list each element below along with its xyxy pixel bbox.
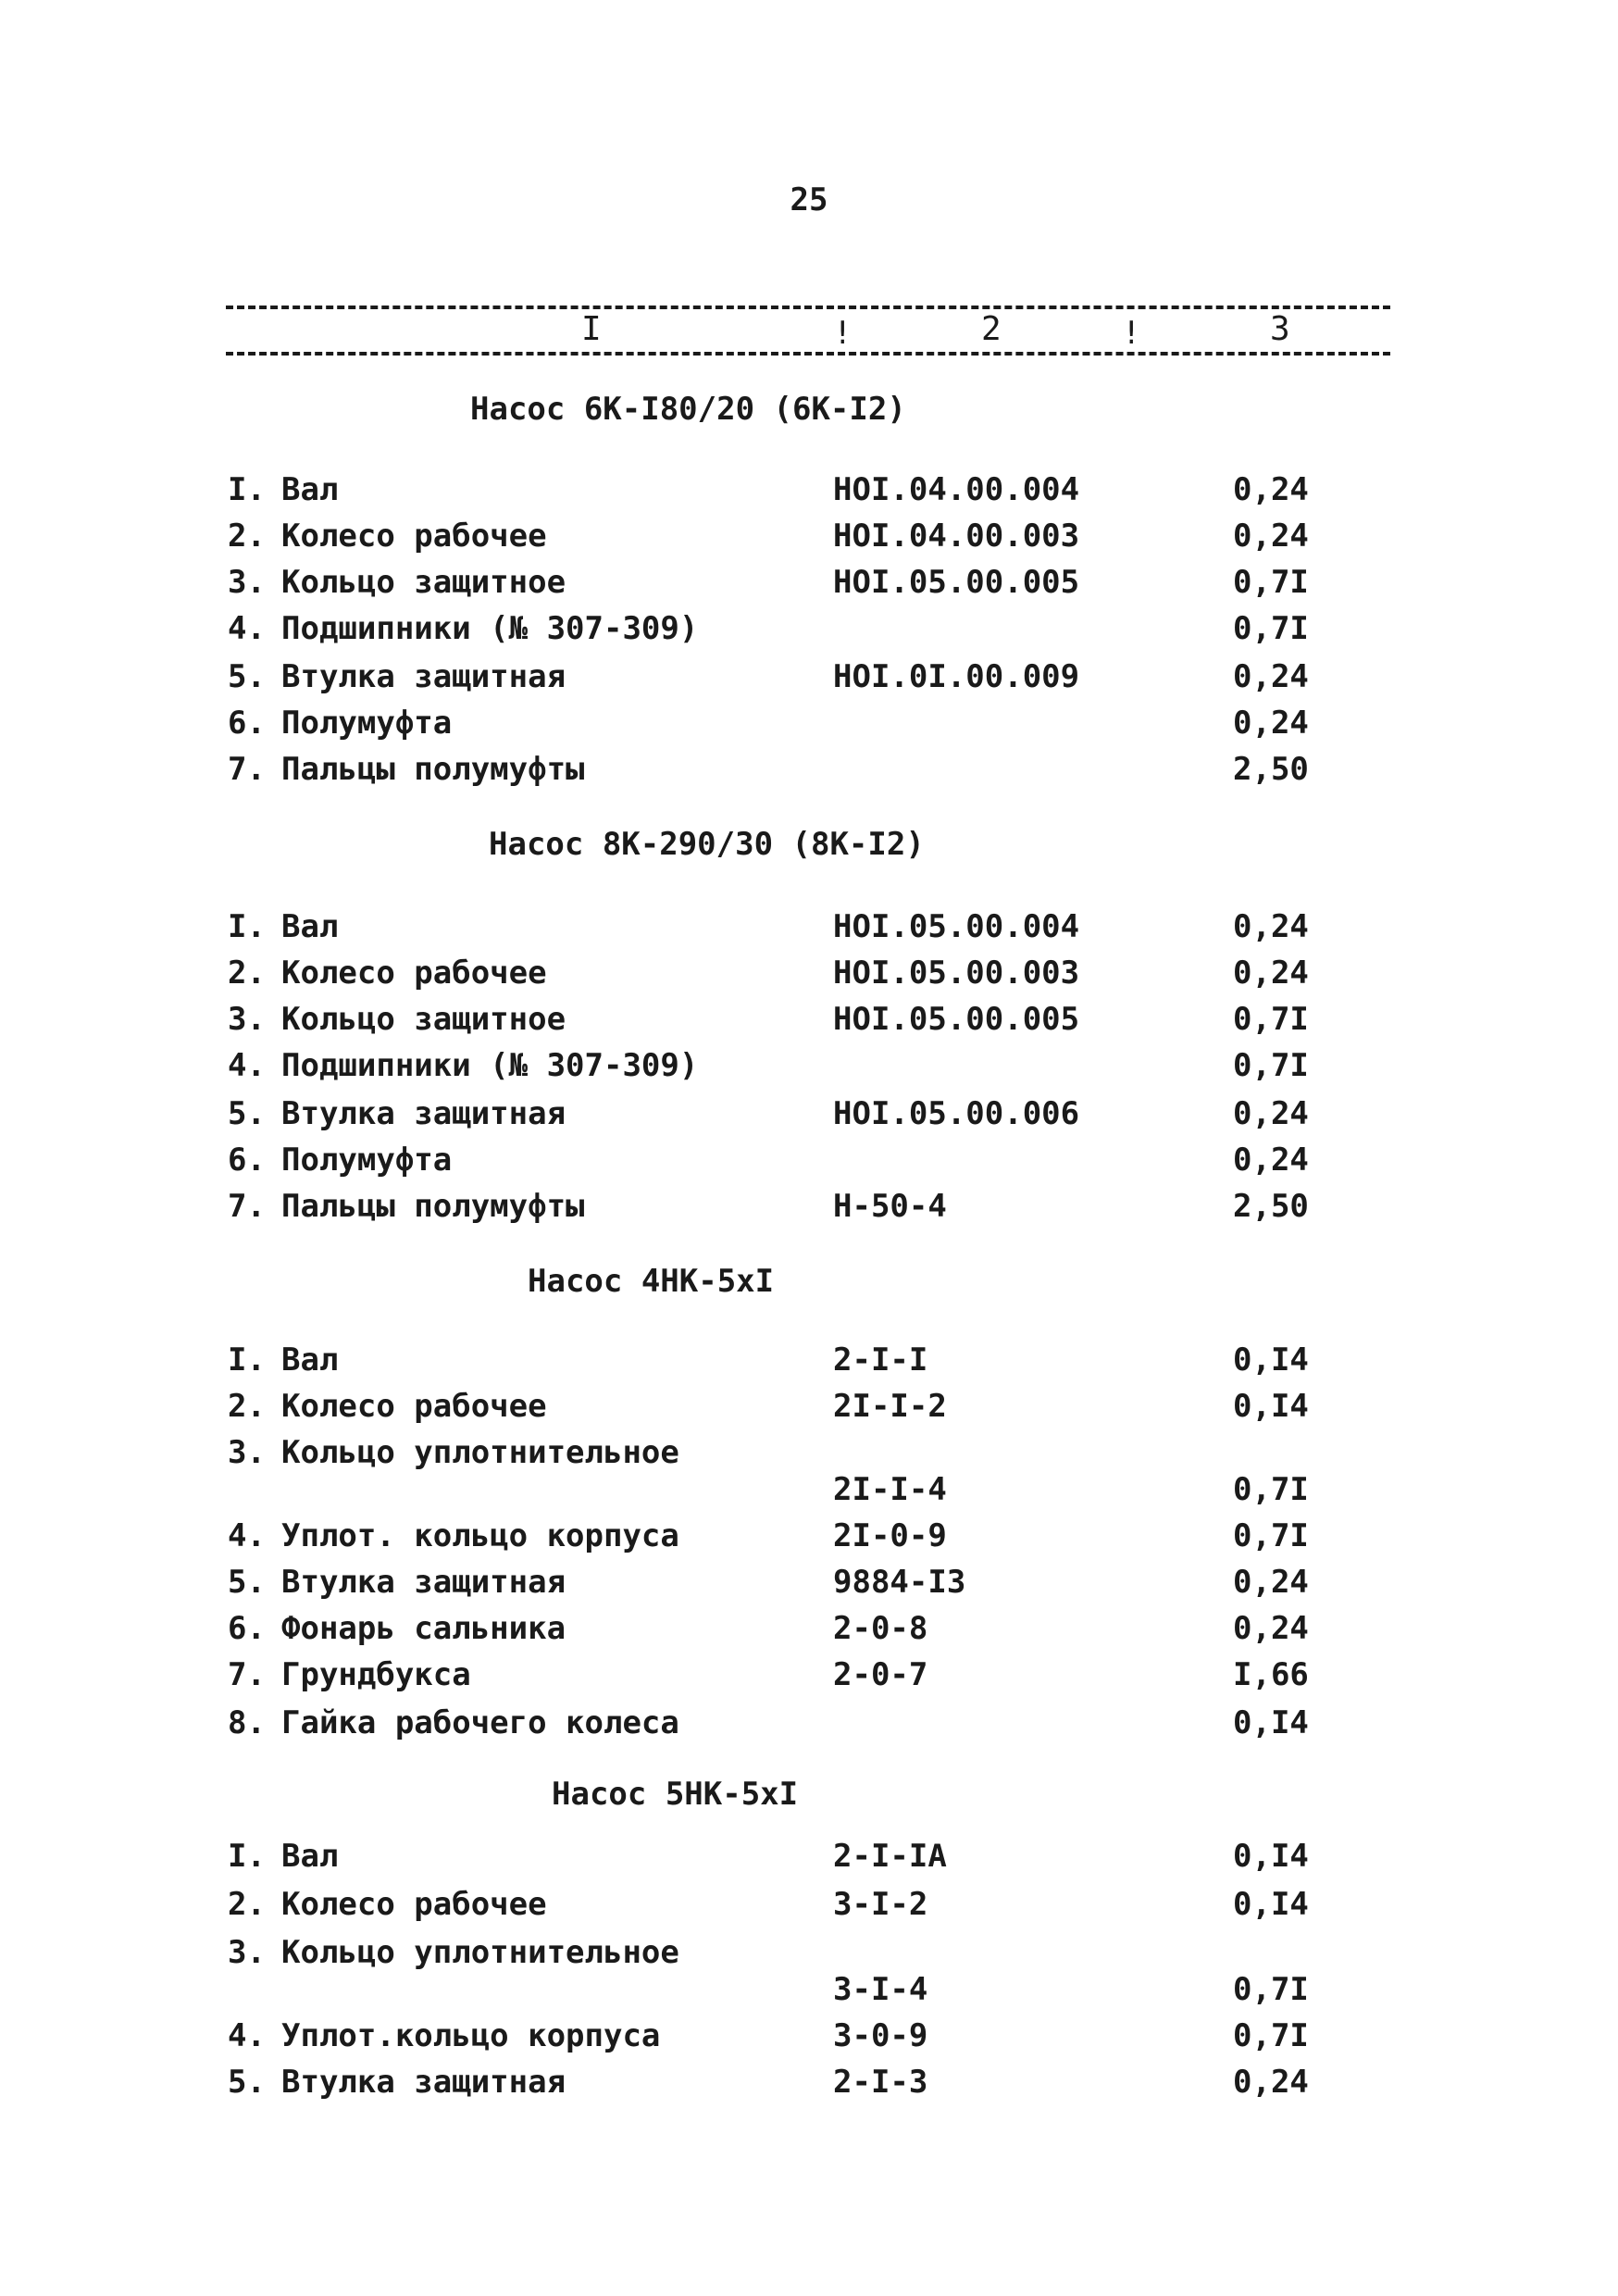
table-row — [0, 2013, 1618, 2059]
item-value: 0,I4 — [1233, 1838, 1309, 1875]
table-row — [0, 746, 1618, 792]
item-code: 3-I-2 — [833, 1886, 928, 1923]
item-code: 3-I-4 — [833, 1971, 928, 2008]
item-name: Вал — [281, 471, 339, 508]
table-header-separator-2: ! — [1122, 315, 1141, 352]
item-number: I. — [228, 908, 266, 945]
item-number: 7. — [228, 1188, 266, 1225]
item-name: Втулка защитная — [281, 658, 566, 695]
item-name: Кольцо защитное — [281, 564, 566, 601]
item-value: 0,7I — [1233, 1971, 1309, 2008]
item-code: НОI.04.00.003 — [833, 518, 1080, 555]
table-header-col1: I — [581, 310, 602, 348]
item-name: Втулка защитная — [281, 1564, 566, 1601]
table-row — [0, 513, 1618, 559]
section-title: Насос 8К-290/30 (8К-I2) — [489, 826, 925, 863]
item-number: 3. — [228, 1434, 266, 1471]
item-name: Подшипники (№ 307-309) — [281, 610, 699, 647]
section-title: Насос 6К-I80/20 (6К-I2) — [470, 391, 906, 428]
item-value: 0,7I — [1233, 564, 1309, 601]
table-header-rule-bottom — [226, 352, 1390, 356]
item-code: НОI.05.00.004 — [833, 908, 1080, 945]
item-value: 0,24 — [1233, 1564, 1309, 1601]
item-number: 7. — [228, 1656, 266, 1693]
item-number: 6. — [228, 705, 266, 742]
item-value: I,66 — [1233, 1656, 1309, 1693]
item-value: 2,50 — [1233, 751, 1309, 788]
table-row — [0, 1091, 1618, 1137]
item-name: Втулка защитная — [281, 2064, 566, 2101]
item-code: 2I-I-4 — [833, 1471, 947, 1508]
item-name: Фонарь сальника — [281, 1610, 566, 1647]
item-value: 0,I4 — [1233, 1704, 1309, 1741]
item-number: 8. — [228, 1704, 266, 1741]
item-value: 0,I4 — [1233, 1886, 1309, 1923]
table-row — [0, 950, 1618, 996]
item-number: 3. — [228, 564, 266, 601]
item-number: 5. — [228, 2064, 266, 2101]
item-value: 0,7I — [1233, 1001, 1309, 1038]
item-name: Втулка защитная — [281, 1095, 566, 1132]
item-name: Колесо рабочее — [281, 955, 547, 992]
section-title: Насос 4НК-5хI — [528, 1263, 775, 1300]
table-row — [0, 1966, 1618, 2013]
item-value: 0,7I — [1233, 1471, 1309, 1508]
item-name: Вал — [281, 908, 339, 945]
table-row — [0, 1183, 1618, 1229]
table-row — [0, 654, 1618, 700]
item-value: 0,24 — [1233, 1095, 1309, 1132]
item-value: 0,24 — [1233, 2064, 1309, 2101]
table-row — [0, 1652, 1618, 1698]
table-row — [0, 605, 1618, 652]
item-name: Гайка рабочего колеса — [281, 1704, 679, 1741]
item-name: Грундбукса — [281, 1656, 471, 1693]
item-number: I. — [228, 1838, 266, 1875]
item-number: 4. — [228, 1047, 266, 1084]
item-code: 2-0-8 — [833, 1610, 928, 1647]
item-name: Вал — [281, 1341, 339, 1379]
table-header-separator-1: ! — [833, 315, 853, 352]
table-row — [0, 559, 1618, 605]
page-number: 25 — [790, 181, 828, 218]
item-number: 4. — [228, 610, 266, 647]
item-code: 2-0-7 — [833, 1656, 928, 1693]
table-header-col3: 3 — [1270, 310, 1290, 348]
item-name: Колесо рабочее — [281, 1886, 547, 1923]
item-number: 6. — [228, 1610, 266, 1647]
item-name: Уплот. кольцо корпуса — [281, 1517, 679, 1554]
item-value: 0,24 — [1233, 1142, 1309, 1179]
section-title: Насос 5НК-5хI — [552, 1776, 799, 1813]
item-value: 0,24 — [1233, 1610, 1309, 1647]
table-row — [0, 1605, 1618, 1652]
item-number: 5. — [228, 1564, 266, 1601]
item-code: НОI.05.00.005 — [833, 564, 1080, 601]
item-number: I. — [228, 471, 266, 508]
item-code: 9884-I3 — [833, 1564, 966, 1601]
item-value: 0,7I — [1233, 1047, 1309, 1084]
item-number: 5. — [228, 658, 266, 695]
table-row — [0, 904, 1618, 950]
item-code: Н-50-4 — [833, 1188, 947, 1225]
item-name: Колесо рабочее — [281, 1388, 547, 1425]
item-number: 2. — [228, 1388, 266, 1425]
item-value: 0,24 — [1233, 518, 1309, 555]
item-name: Пальцы полумуфты — [281, 1188, 585, 1225]
item-code: НОI.0I.00.009 — [833, 658, 1080, 695]
table-row — [0, 1466, 1618, 1513]
item-name: Колесо рабочее — [281, 518, 547, 555]
table-row — [0, 1337, 1618, 1383]
item-name: Кольцо уплотнительное — [281, 1934, 679, 1971]
item-code: 2-I-3 — [833, 2064, 928, 2101]
item-number: 4. — [228, 2017, 266, 2054]
table-row — [0, 1559, 1618, 1605]
item-code: 2I-0-9 — [833, 1517, 947, 1554]
item-code: НОI.05.00.003 — [833, 955, 1080, 992]
item-value: 0,24 — [1233, 658, 1309, 695]
table-header-col2: 2 — [981, 310, 1002, 348]
item-name: Полумуфта — [281, 1142, 453, 1179]
item-value: 0,7I — [1233, 2017, 1309, 2054]
table-row — [0, 2059, 1618, 2105]
item-value: 0,7I — [1233, 610, 1309, 647]
item-number: 2. — [228, 955, 266, 992]
item-number: 5. — [228, 1095, 266, 1132]
table-row — [0, 467, 1618, 513]
item-name: Уплот.кольцо корпуса — [281, 2017, 661, 2054]
table-row — [0, 1513, 1618, 1559]
item-number: I. — [228, 1341, 266, 1379]
table-row — [0, 1833, 1618, 1879]
item-code: НОI.04.00.004 — [833, 471, 1080, 508]
item-value: 0,24 — [1233, 955, 1309, 992]
table-row — [0, 1383, 1618, 1429]
item-code: 3-0-9 — [833, 2017, 928, 2054]
item-number: 2. — [228, 518, 266, 555]
item-code: НОI.05.00.006 — [833, 1095, 1080, 1132]
item-value: 2,50 — [1233, 1188, 1309, 1225]
table-row — [0, 996, 1618, 1042]
item-code: 2I-I-2 — [833, 1388, 947, 1425]
item-value: 0,7I — [1233, 1517, 1309, 1554]
item-number: 3. — [228, 1934, 266, 1971]
item-value: 0,I4 — [1233, 1388, 1309, 1425]
table-row — [0, 1042, 1618, 1089]
table-row — [0, 700, 1618, 746]
item-code: НОI.05.00.005 — [833, 1001, 1080, 1038]
item-value: 0,24 — [1233, 471, 1309, 508]
item-code: 2-I-I — [833, 1341, 928, 1379]
item-value: 0,24 — [1233, 908, 1309, 945]
item-name: Пальцы полумуфты — [281, 751, 585, 788]
item-name: Подшипники (№ 307-309) — [281, 1047, 699, 1084]
item-number: 3. — [228, 1001, 266, 1038]
item-name: Кольцо уплотнительное — [281, 1434, 679, 1471]
item-number: 4. — [228, 1517, 266, 1554]
item-number: 7. — [228, 751, 266, 788]
item-number: 6. — [228, 1142, 266, 1179]
item-name: Полумуфта — [281, 705, 453, 742]
item-value: 0,I4 — [1233, 1341, 1309, 1379]
item-name: Кольцо защитное — [281, 1001, 566, 1038]
table-row — [0, 1881, 1618, 1928]
item-code: 2-I-IА — [833, 1838, 947, 1875]
table-row — [0, 1137, 1618, 1183]
item-value: 0,24 — [1233, 705, 1309, 742]
item-name: Вал — [281, 1838, 339, 1875]
item-number: 2. — [228, 1886, 266, 1923]
table-row — [0, 1700, 1618, 1746]
table-header-rule-top — [226, 306, 1390, 309]
